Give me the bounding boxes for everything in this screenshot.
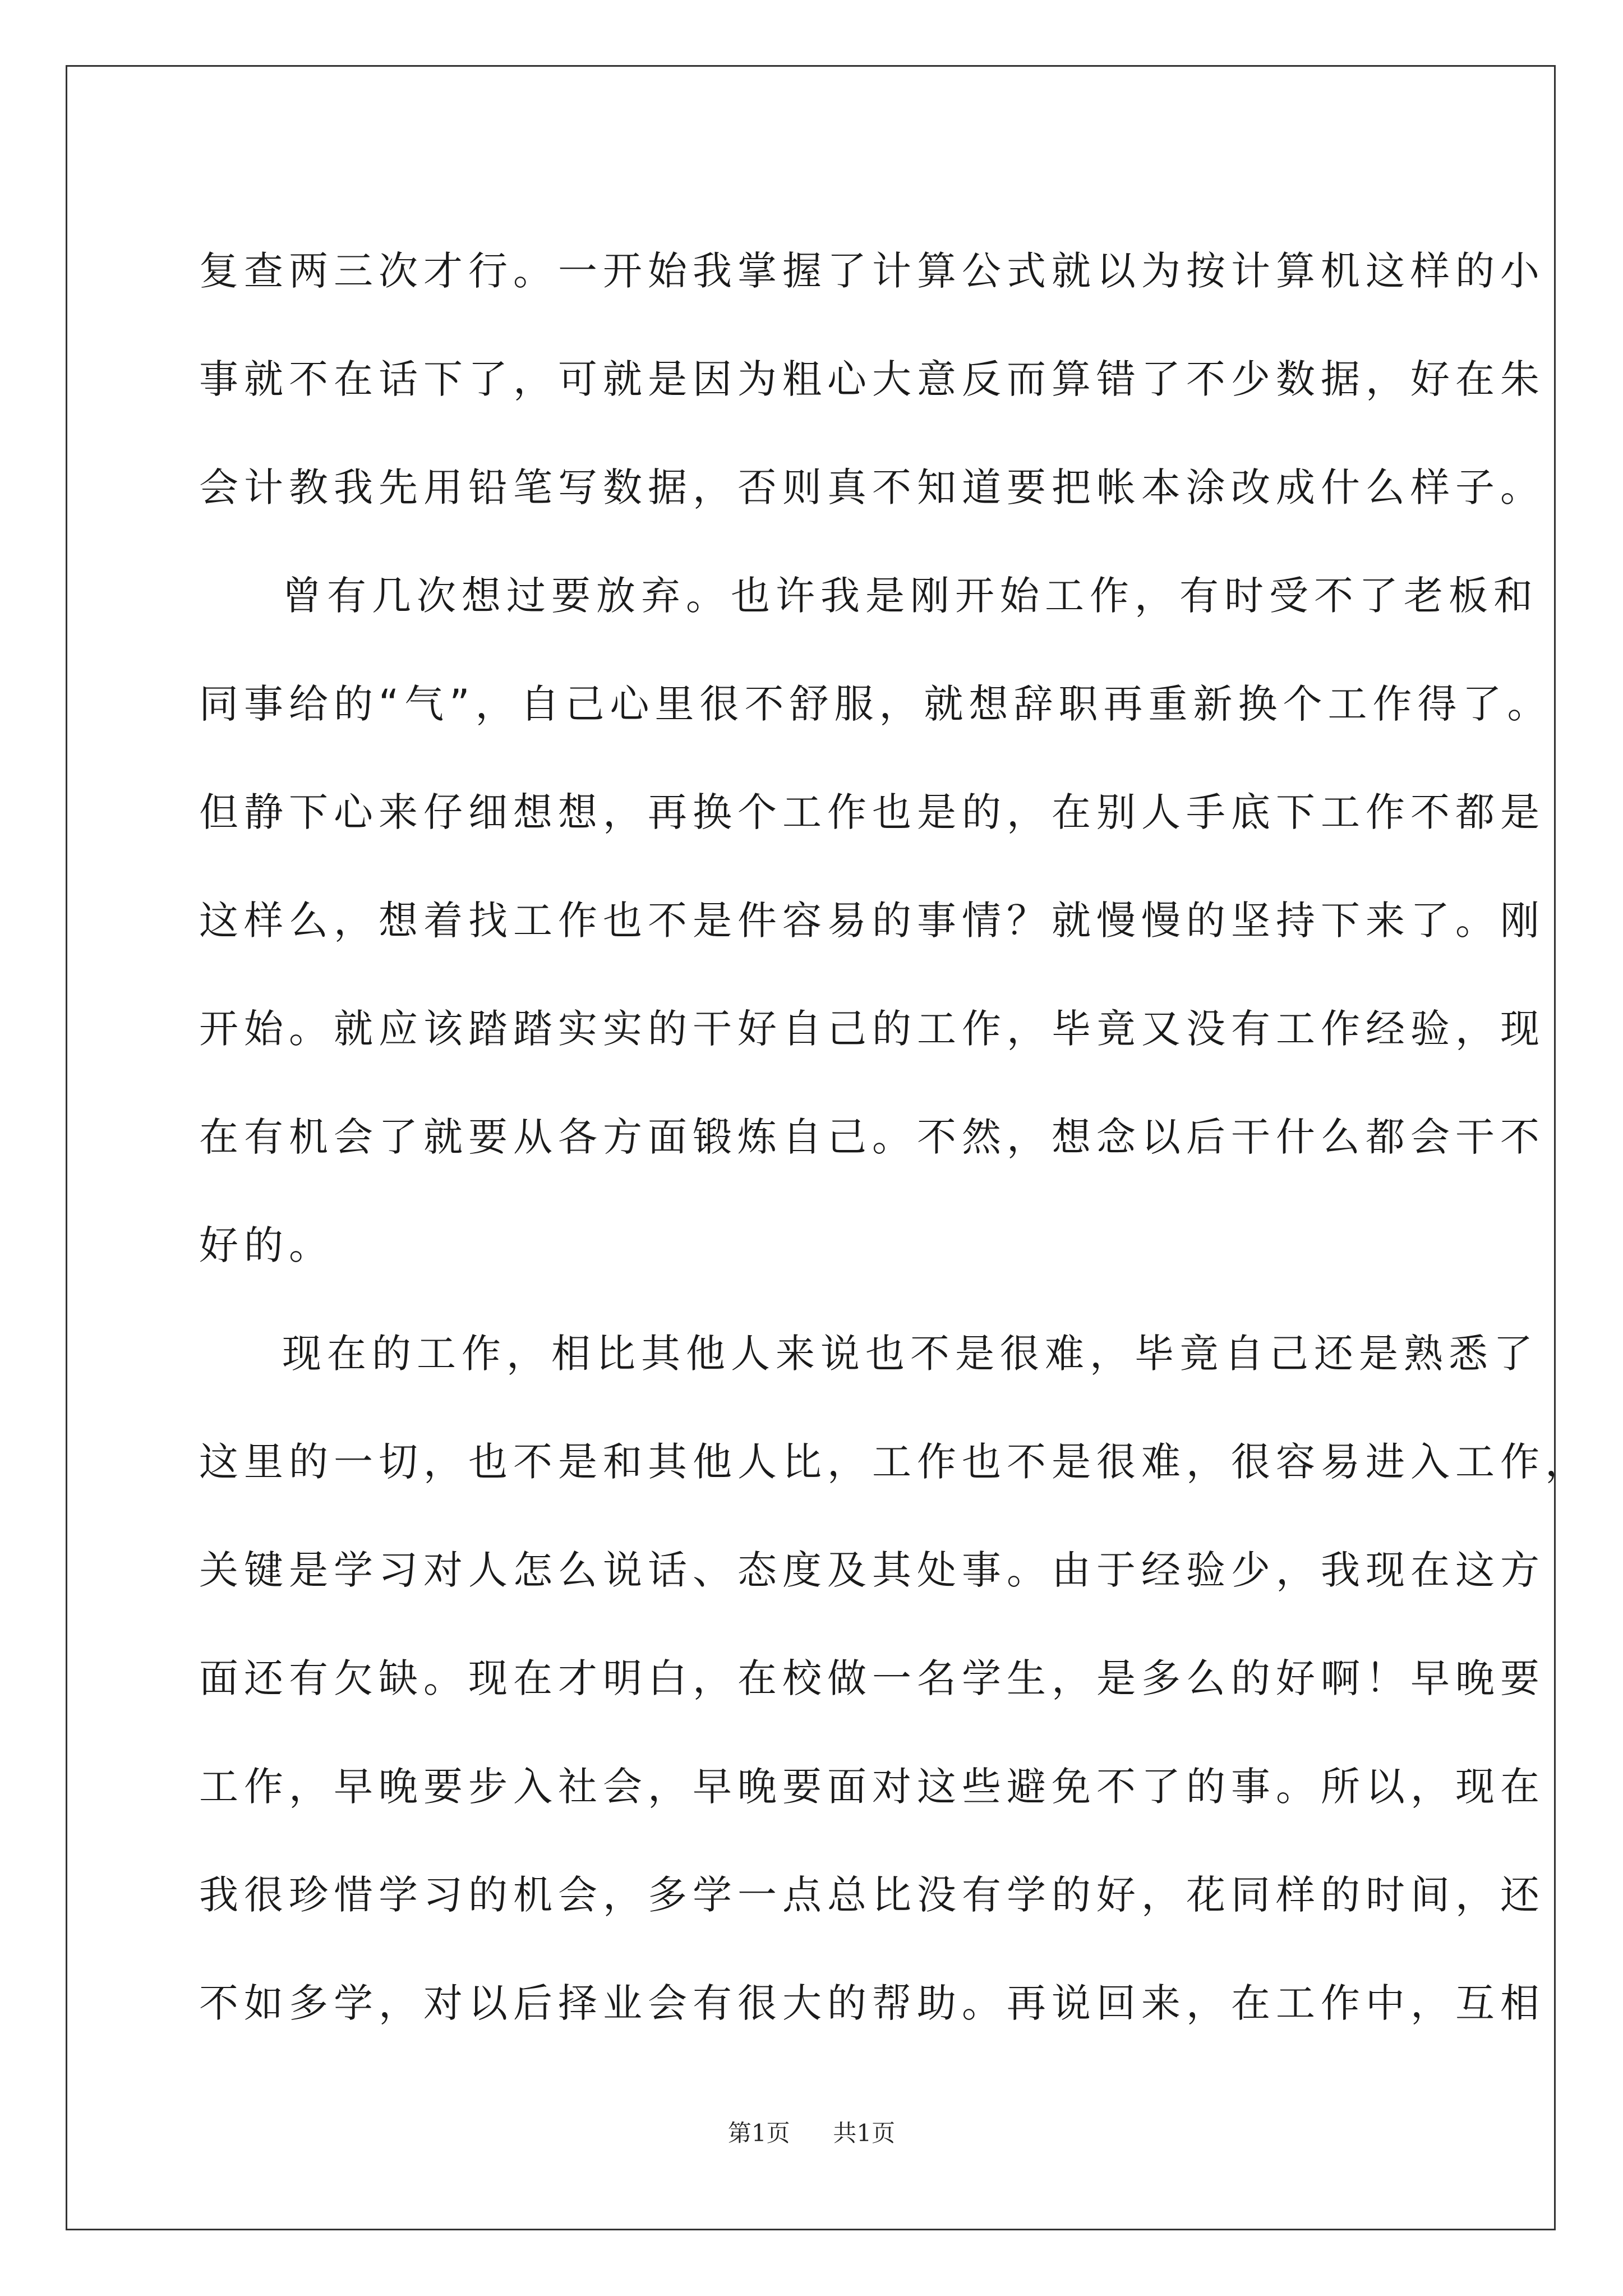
text-line: 面还有欠缺。现在才明白，在校做一名学生，是多么的好啊！早晚要: [199, 1655, 1545, 1701]
text-line: 现在的工作，相比其他人来说也不是很难，毕竟自己还是熟悉了: [282, 1331, 1538, 1377]
text-line: 工作，早晚要步入社会，早晚要面对这些避免不了的事。所以，现在: [199, 1764, 1545, 1810]
text-line: 这里的一切，也不是和其他人比，工作也不是很难，很容易进入工作，: [199, 1439, 1590, 1485]
text-line: 曾有几次想过要放弃。也许我是刚开始工作，有时受不了老板和: [282, 573, 1538, 619]
text-line: 好的。: [199, 1222, 334, 1268]
page-footer: [0, 2115, 1623, 2148]
text-line: 会计教我先用铅笔写数据，否则真不知道要把帐本涂改成什么样子。: [199, 464, 1545, 510]
text-line: 但静下心来仔细想想，再换个工作也是的，在别人手底下工作不都是: [199, 789, 1545, 835]
text-line: 同事给的“气”，自己心里很不舒服，就想辞职再重新换个工作得了。: [199, 681, 1552, 727]
text-line: 不如多学，对以后择业会有很大的帮助。再说回来，在工作中，互相: [199, 1980, 1545, 2026]
text-line: 我很珍惜学习的机会，多学一点总比没有学的好，花同样的时间，还: [199, 1872, 1545, 1918]
text-line: 事就不在话下了，可就是因为粗心大意反而算错了不少数据，好在朱: [199, 356, 1545, 402]
text-line: 关键是学习对人怎么说话、态度及其处事。由于经验少，我现在这方: [199, 1547, 1545, 1593]
document-body: [199, 217, 1590, 2058]
text-line: 这样么，想着找工作也不是件容易的事情？就慢慢的坚持下来了。刚: [199, 898, 1545, 944]
page-number-current: 第1页: [727, 2119, 790, 2147]
page-number-total: 共1页: [833, 2119, 896, 2147]
text-line: 复查两三次才行。一开始我掌握了计算公式就以为按计算机这样的小: [199, 248, 1545, 294]
text-line: 开始。就应该踏踏实实的干好自己的工作，毕竟又没有工作经验，现: [199, 1006, 1545, 1052]
text-line: 在有机会了就要从各方面锻炼自己。不然，想念以后干什么都会干不: [199, 1114, 1545, 1160]
